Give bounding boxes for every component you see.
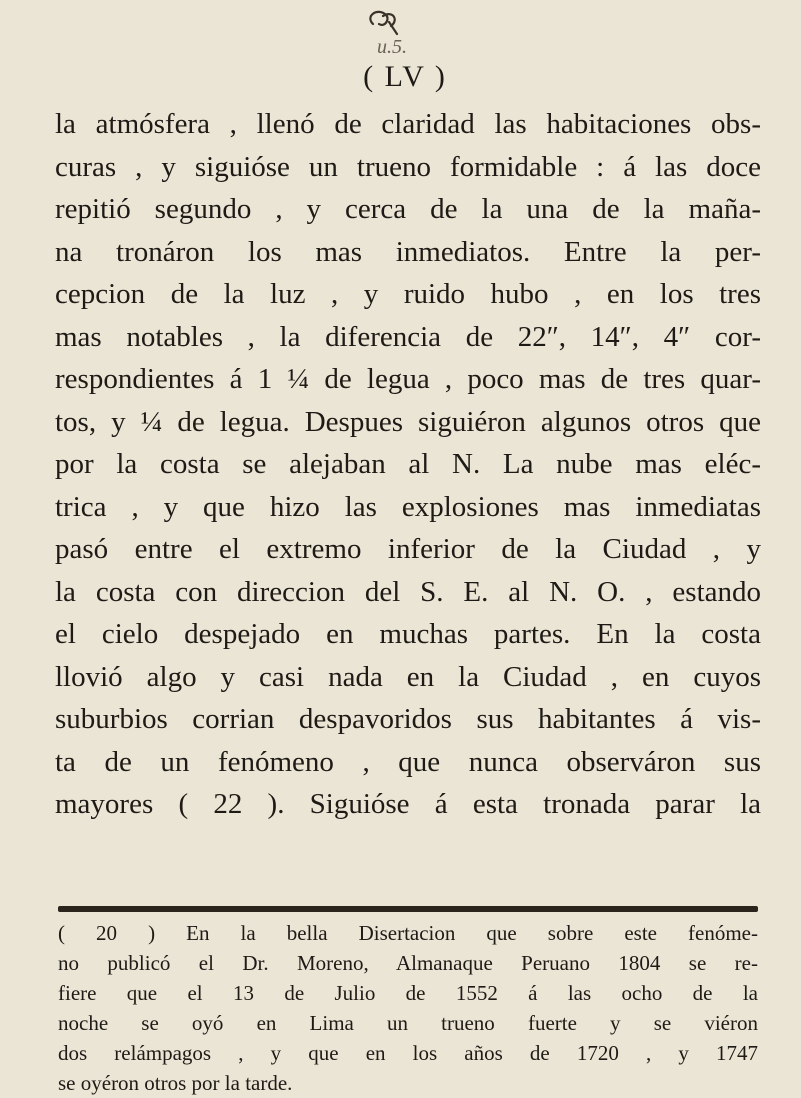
footnote	[58, 918, 758, 1098]
footnote-line: noche se oyó en Lima un trueno fuerte y se viéron	[58, 1011, 758, 1035]
body-line: suburbios corrian despavoridos sus habitantes á vis-	[55, 703, 761, 735]
body-line: mas notables , la diferencia de 22″, 14″, 4″ cor-	[55, 320, 761, 353]
footnote-line: se oyéron otros por la tarde.	[58, 1071, 293, 1095]
footnote-line: fiere que el 13 de Julio de 1552 á las ocho de la	[58, 981, 758, 1005]
body-line: la atmósfera , llenó de claridad las habitaciones obs-	[55, 108, 761, 140]
body-line: cepcion de la luz , y ruido hubo , en los tres	[55, 278, 761, 310]
body-line: tos, y ¼ de legua. Despues siguiéron algunos otros que	[55, 405, 761, 438]
body-line: trica , y que hizo las explosiones mas inmediatas	[55, 490, 761, 523]
body-line: na tronáron los mas inmediatos. Entre la per-	[55, 235, 761, 268]
body-line: curas , y siguióse un trueno formidable : á las doce	[55, 150, 761, 183]
page-number: ( LV )	[363, 60, 447, 93]
footnote-line: dos relámpagos , y que en los años de 1720 , y 1747	[58, 1041, 758, 1065]
footnote-line: ( 20 ) En la bella Disertacion que sobre este fenóme-	[58, 921, 758, 945]
footnote-divider	[58, 906, 758, 912]
body-line: por la costa se alejaban al N. La nube mas eléc-	[55, 448, 761, 480]
body-line: mayores ( 22 ). Siguióse á esta tronada parar la	[55, 788, 761, 820]
body-line: el cielo despejado en muchas partes. En la costa	[55, 618, 761, 650]
body-text	[55, 103, 761, 826]
body-line: pasó entre el extremo inferior de la Ciudad , y	[55, 533, 761, 565]
body-line: respondientes á 1 ¼ de legua , poco mas de tres quar-	[55, 363, 761, 395]
body-line: repitió segundo , y cerca de la una de la maña-	[55, 193, 761, 225]
body-line: ta de un fenómeno , que nunca observáron sus	[55, 745, 761, 778]
body-line: llovió algo y casi nada en la Ciudad , en cuyos	[55, 660, 761, 693]
folio-mark: u.5.	[377, 36, 407, 58]
footnote-line: no publicó el Dr. Moreno, Almanaque Peruano 1804 se re-	[58, 951, 758, 975]
body-line: la costa con direccion del S. E. al N. O. , estando	[55, 575, 761, 608]
